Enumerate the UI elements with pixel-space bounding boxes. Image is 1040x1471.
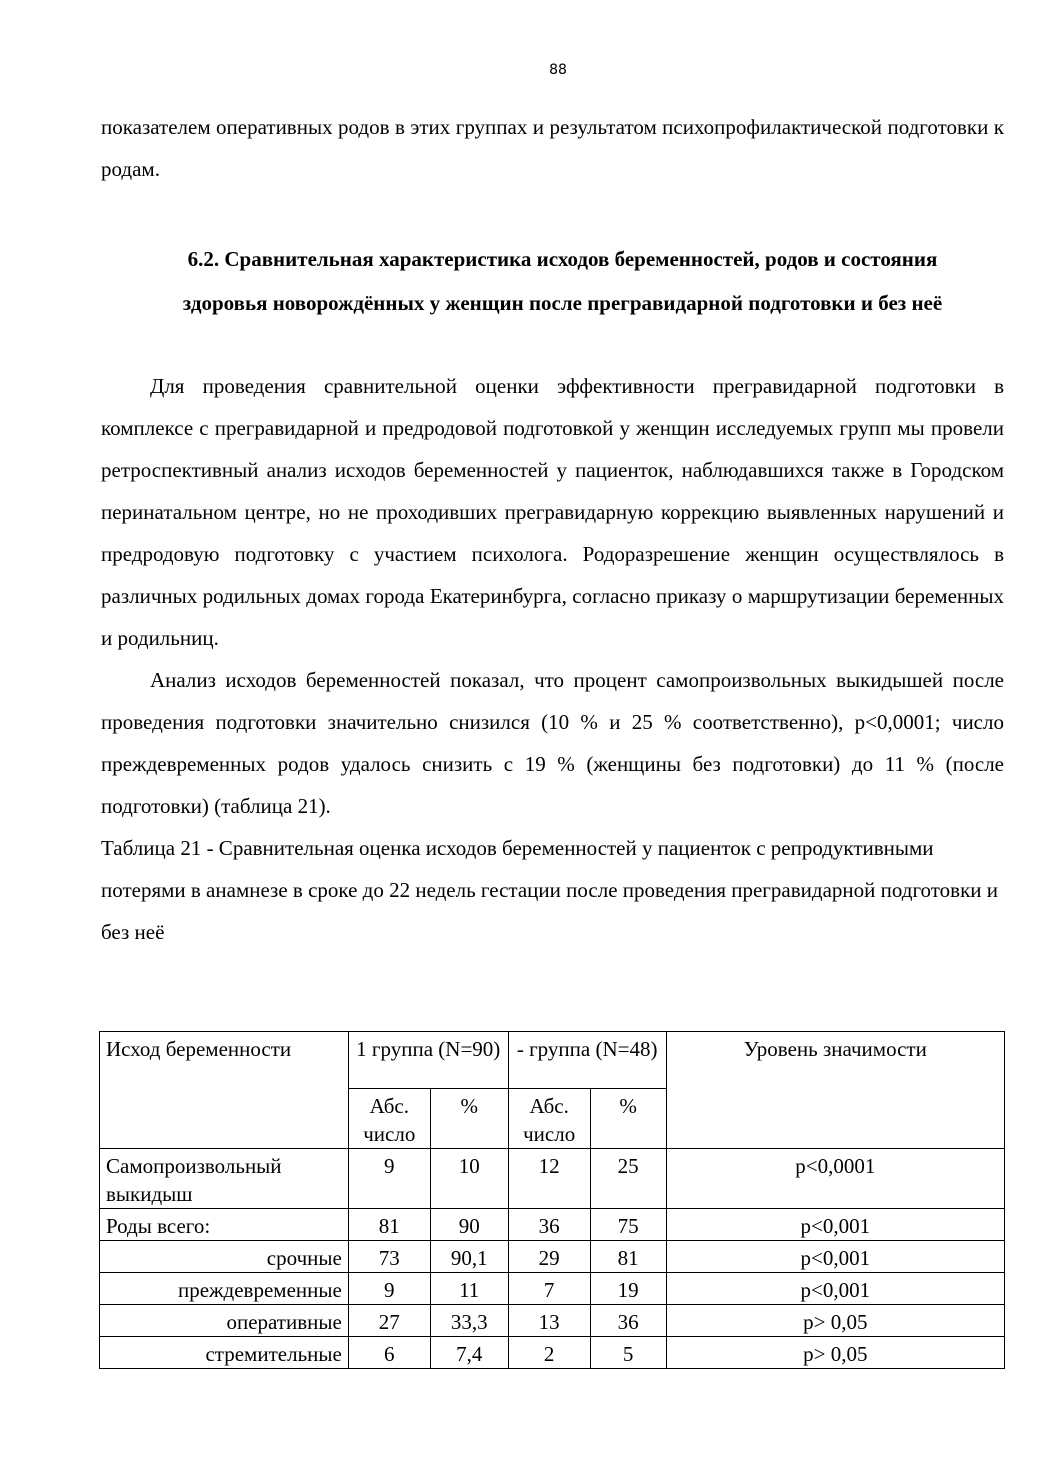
cell-g1-abs: 27: [348, 1305, 430, 1337]
section-heading: 6.2. Сравнительная характеристика исходов беременностей, родов и состояния здоровья новорождённых у женщин после прегравидарной подготовки и без неё: [182, 247, 943, 315]
table-row: [100, 1305, 1005, 1337]
cell-g2-pct: 19: [590, 1273, 666, 1305]
subheader-g2-pct: %: [590, 1089, 666, 1149]
header-group-1: 1 группа (N=90): [348, 1032, 508, 1089]
table-row: [100, 1337, 1005, 1369]
header-significance: Уровень значимости: [666, 1032, 1004, 1149]
cell-p-value: p<0,001: [666, 1209, 1004, 1241]
cell-g2-abs: 12: [508, 1149, 590, 1209]
cell-g2-abs: 36: [508, 1209, 590, 1241]
cell-g2-abs: 2: [508, 1337, 590, 1369]
table-row: [100, 1149, 1005, 1209]
cell-p-value: p> 0,05: [666, 1305, 1004, 1337]
table-row: [100, 1273, 1005, 1305]
header-outcome: Исход беременности: [100, 1032, 349, 1149]
header-group-2: - группа (N=48): [508, 1032, 666, 1089]
cell-g1-pct: 7,4: [430, 1337, 508, 1369]
cell-g1-abs: 6: [348, 1337, 430, 1369]
subheader-g2-abs: Абс. число: [508, 1089, 590, 1149]
paragraph-continuation: показателем оперативных родов в этих группах и результатом психопрофилактической подготовки к родам.: [101, 115, 1004, 181]
cell-p-value: p<0,001: [666, 1273, 1004, 1305]
table-caption: Таблица 21 - Сравнительная оценка исходов беременностей у пациенток с репродуктивными потерями в анамнезе в сроке до 22 недель гестации после проведения прегравидарной подготовки и без неё: [101, 836, 999, 944]
row-label: Самопроизвольный выкидыш: [100, 1149, 349, 1209]
subheader-g1-abs: Абс. число: [348, 1089, 430, 1149]
cell-g1-abs: 73: [348, 1241, 430, 1273]
cell-g2-pct: 5: [590, 1337, 666, 1369]
row-label: преждевременные: [100, 1273, 349, 1305]
cell-g1-abs: 9: [348, 1273, 430, 1305]
cell-p-value: p<0,001: [666, 1241, 1004, 1273]
row-label: оперативные: [100, 1305, 349, 1337]
paragraph-methods: Для проведения сравнительной оценки эффективности прегравидарной подготовки в комплексе с прегравидарной и предродовой подготовкой у женщин исследуемых групп мы провели ретроспективный анализ исходов беременностей у пациенток, наблюдавшихся также в Городском перинатальном центре, но не проходивших прегравидарную коррекцию выявленных нарушений и предродовую подготовку с участием психолога. Родоразрешение женщин осуществлялось в различных родильных домах города Екатеринбурга, согласно приказу о маршрутизации беременных и родильниц.: [101, 374, 1004, 650]
row-label: срочные: [100, 1241, 349, 1273]
cell-g2-abs: 7: [508, 1273, 590, 1305]
outcomes-table: [99, 1031, 1005, 1369]
cell-g1-abs: 9: [348, 1149, 430, 1209]
cell-g1-pct: 90,1: [430, 1241, 508, 1273]
row-label: стремительные: [100, 1337, 349, 1369]
cell-g2-pct: 81: [590, 1241, 666, 1273]
cell-g1-pct: 10: [430, 1149, 508, 1209]
page-content: [101, 106, 1004, 953]
table-row: [100, 1241, 1005, 1273]
page-number: 88: [549, 62, 567, 78]
paragraph-results: Анализ исходов беременностей показал, что процент самопроизвольных выкидышей после проведения подготовки значительно снизился (10 % и 25 % соответственно), p<0,0001; число преждевременных родов удалось снизить с 19 % (женщины без подготовки) до 11 % (после подготовки) (таблица 21).: [101, 668, 1004, 818]
cell-g2-pct: 25: [590, 1149, 666, 1209]
cell-p-value: p<0,0001: [666, 1149, 1004, 1209]
cell-g1-pct: 90: [430, 1209, 508, 1241]
cell-g2-abs: 13: [508, 1305, 590, 1337]
cell-g1-pct: 11: [430, 1273, 508, 1305]
cell-p-value: p> 0,05: [666, 1337, 1004, 1369]
cell-g1-abs: 81: [348, 1209, 430, 1241]
cell-g2-abs: 29: [508, 1241, 590, 1273]
cell-g2-pct: 75: [590, 1209, 666, 1241]
cell-g2-pct: 36: [590, 1305, 666, 1337]
table-row: [100, 1209, 1005, 1241]
row-label: Роды всего:: [100, 1209, 349, 1241]
cell-g1-pct: 33,3: [430, 1305, 508, 1337]
table-header-row: [100, 1032, 1005, 1089]
subheader-g1-pct: %: [430, 1089, 508, 1149]
